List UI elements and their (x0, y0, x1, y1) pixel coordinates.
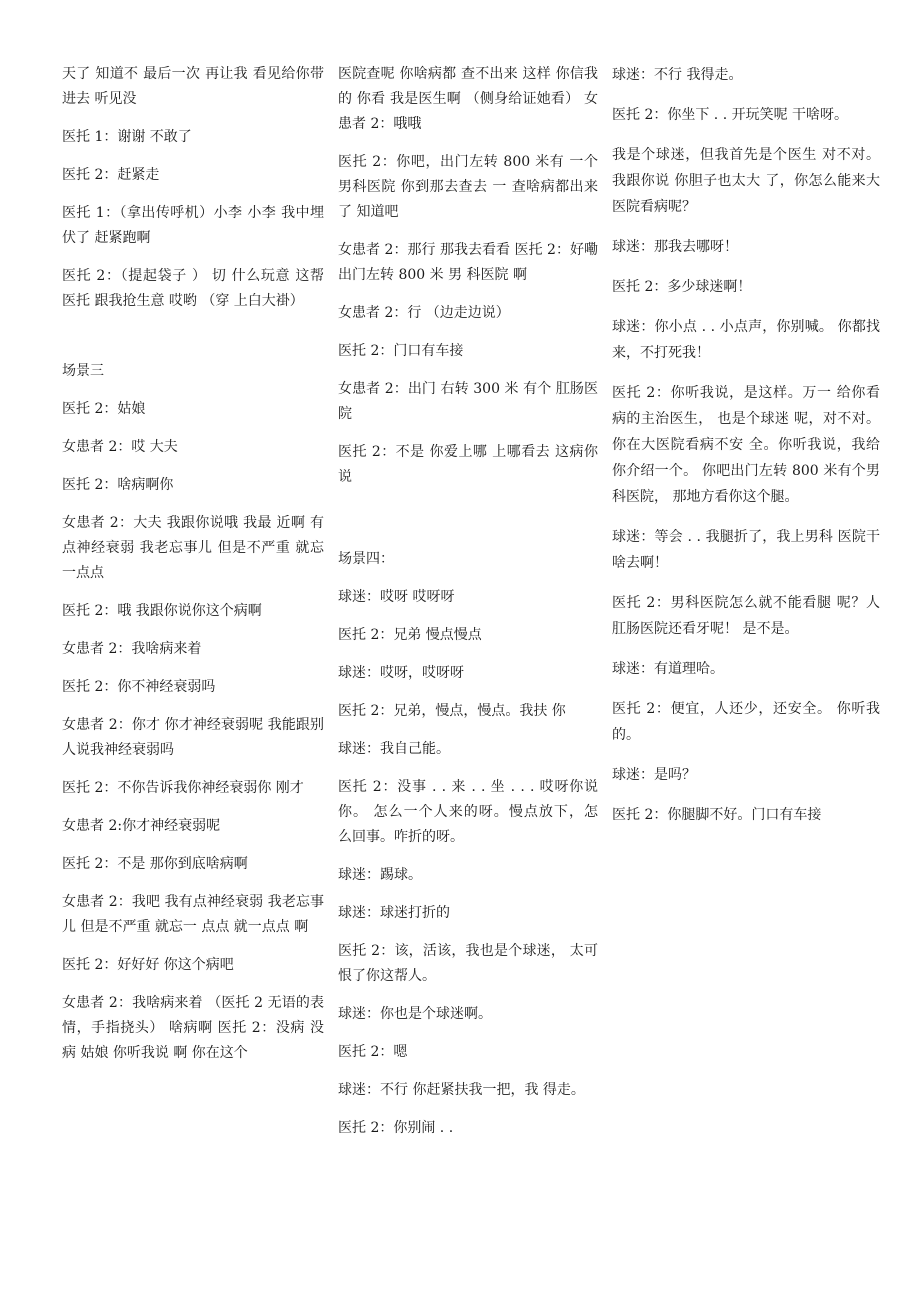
paragraph: 女患者 2：哎 大夫 (62, 439, 178, 455)
paragraph: 女患者 2：我吧 我有点神经衰弱 我老忘事儿 但是不严重 就忘一 点点 就一点点 啊 (62, 894, 324, 935)
column-right (612, 62, 880, 842)
paragraph: 医托 2：嗯 (338, 1044, 408, 1060)
paragraph: 女患者 2：那行 那我去看看 医托 2：好嘞 出门左转 800 米 男 科医院 啊 (338, 242, 598, 283)
paragraph: 球迷：不行 你赶紧扶我一把，我 得走。 (338, 1082, 585, 1098)
paragraph: 医院查呢 你啥病都 查不出来 这样 你信我的 你看 我是医生啊 （侧身给证她看） 女患者 2：哦哦 (338, 66, 598, 132)
paragraph: 医托 2：你不神经衰弱吗 (62, 679, 216, 695)
paragraph: 医托 2：门口有车接 (338, 343, 464, 359)
paragraph: 医托 1：（拿出传呼机）小李 小李 我中埋伏了 赶紧跑啊 (62, 205, 324, 246)
paragraph: 医托 2：你腿脚不好。门口有车接 (612, 807, 822, 823)
paragraph: 医托 2：你吧，出门左转 800 米有 一个男科医院 你到那去查去 一 查啥病都出来了 知道吧 (338, 154, 598, 220)
paragraph: 医托 2：便宜，人还少，还安全。 你听我的。 (612, 701, 880, 743)
paragraph: 球迷：我自己能。 (338, 741, 450, 757)
paragraph: 医托 2：该，活该，我也是个球迷， 太可恨了你这帮人。 (338, 943, 598, 984)
paragraph: 球迷：哎呀 哎呀呀 (338, 589, 455, 605)
paragraph: 女患者 2：你才 你才神经衰弱呢 我能跟别人说我神经衰弱吗 (62, 717, 324, 758)
paragraph: 医托 2：赶紧走 (62, 167, 160, 183)
paragraph: 球迷：哎呀，哎呀呀 (338, 665, 464, 681)
paragraph: 医托 2：（提起袋子 ） 切 什么玩意 这帮医托 跟我抢生意 哎哟 （穿 上白大褂） (62, 268, 324, 309)
paragraph: 球迷：不行 我得走。 (612, 67, 743, 83)
paragraph: 球迷：踢球。 (338, 867, 422, 883)
paragraph: 女患者 2：我啥病来着 (62, 641, 202, 657)
paragraph: 球迷：你也是个球迷啊。 (338, 1006, 492, 1022)
column-left (62, 62, 324, 1079)
paragraph: 医托 2：你别闹 . . (338, 1120, 454, 1136)
paragraph: 医托 2：兄弟，慢点，慢点。我扶 你 (338, 703, 566, 719)
paragraph: 女患者 2：我啥病来着 （医托 2 无语的表情，手指挠头） 啥病啊 医托 2：没病 没病 姑娘 你听我说 啊 你在这个 (62, 995, 324, 1061)
paragraph: 女患者 2：出门 右转 300 米 有个 肛肠医院 (338, 381, 598, 422)
paragraph: 医托 2：不是 你爱上哪 上哪看去 这病你说 (338, 444, 598, 485)
paragraph: 医托 2：兄弟 慢点慢点 (338, 627, 482, 643)
paragraph: 医托 2：男科医院怎么就不能看腿 呢？人肛肠医院还看牙呢！ 是不是。 (612, 595, 880, 637)
paragraph: 球迷：球迷打折的 (338, 905, 450, 921)
column-middle (338, 62, 598, 1154)
paragraph: 女患者 2：行 （边走边说） (338, 305, 510, 321)
paragraph: 医托 2：啥病啊你 (62, 477, 174, 493)
paragraph: 球迷：你小点 . . 小点声，你别喊。 你都找来，不打死我！ (612, 319, 880, 361)
paragraph: 球迷：等会 . . 我腿折了，我上男科 医院干啥去啊！ (612, 529, 880, 571)
paragraph: 医托 2：你听我说，是这样。万一 给你看病的主治医生， 也是个球迷 呢，对不对。你在大医院看病不安 全。你听我说，我给你介绍一个。 你吧出门左转 800 米有个男科医院， 那地方看你这个腿。 (612, 385, 880, 505)
paragraph: 医托 2：你坐下 . . 开玩笑呢 干啥呀。 (612, 107, 849, 123)
paragraph: 女患者 2：大夫 我跟你说哦 我最 近啊 有点神经衰弱 我老忘事儿 但是不严重 就忘一点点 (62, 515, 324, 581)
section-gap (338, 503, 598, 547)
paragraph: 医托 2：多少球迷啊！ (612, 279, 752, 295)
section-gap (62, 327, 324, 359)
paragraph: 医托 2：没事 . . 来 . . 坐 . . . 哎呀你说你。 怎么一个人来的呀。慢点放下，怎 么回事。咋折的呀。 (338, 779, 598, 845)
paragraph: 医托 1：谢谢 不敢了 (62, 129, 192, 145)
paragraph: 女患者 2:你才神经衰弱呢 (62, 818, 221, 834)
paragraph: 医托 2：姑娘 (62, 401, 146, 417)
scene-heading: 场景四： (338, 551, 394, 567)
paragraph: 球迷：是吗？ (612, 767, 696, 783)
paragraph: 球迷：有道理哈。 (612, 661, 724, 677)
paragraph: 球迷：那我去哪呀！ (612, 239, 738, 255)
paragraph: 医托 2：哦 我跟你说你这个病啊 (62, 603, 262, 619)
paragraph: 天了 知道不 最后一次 再让我 看见给你带进去 听见没 (62, 66, 324, 107)
paragraph: 我是个球迷，但我首先是个医生 对不对。我跟你说 你胆子也太大 了，你怎么能来大医院看病呢？ (612, 147, 880, 215)
scene-heading: 场景三 (62, 363, 104, 379)
paragraph: 医托 2：不你告诉我你神经衰弱你 刚才 (62, 780, 304, 796)
paragraph: 医托 2：好好好 你这个病吧 (62, 957, 234, 973)
paragraph: 医托 2：不是 那你到底啥病啊 (62, 856, 248, 872)
